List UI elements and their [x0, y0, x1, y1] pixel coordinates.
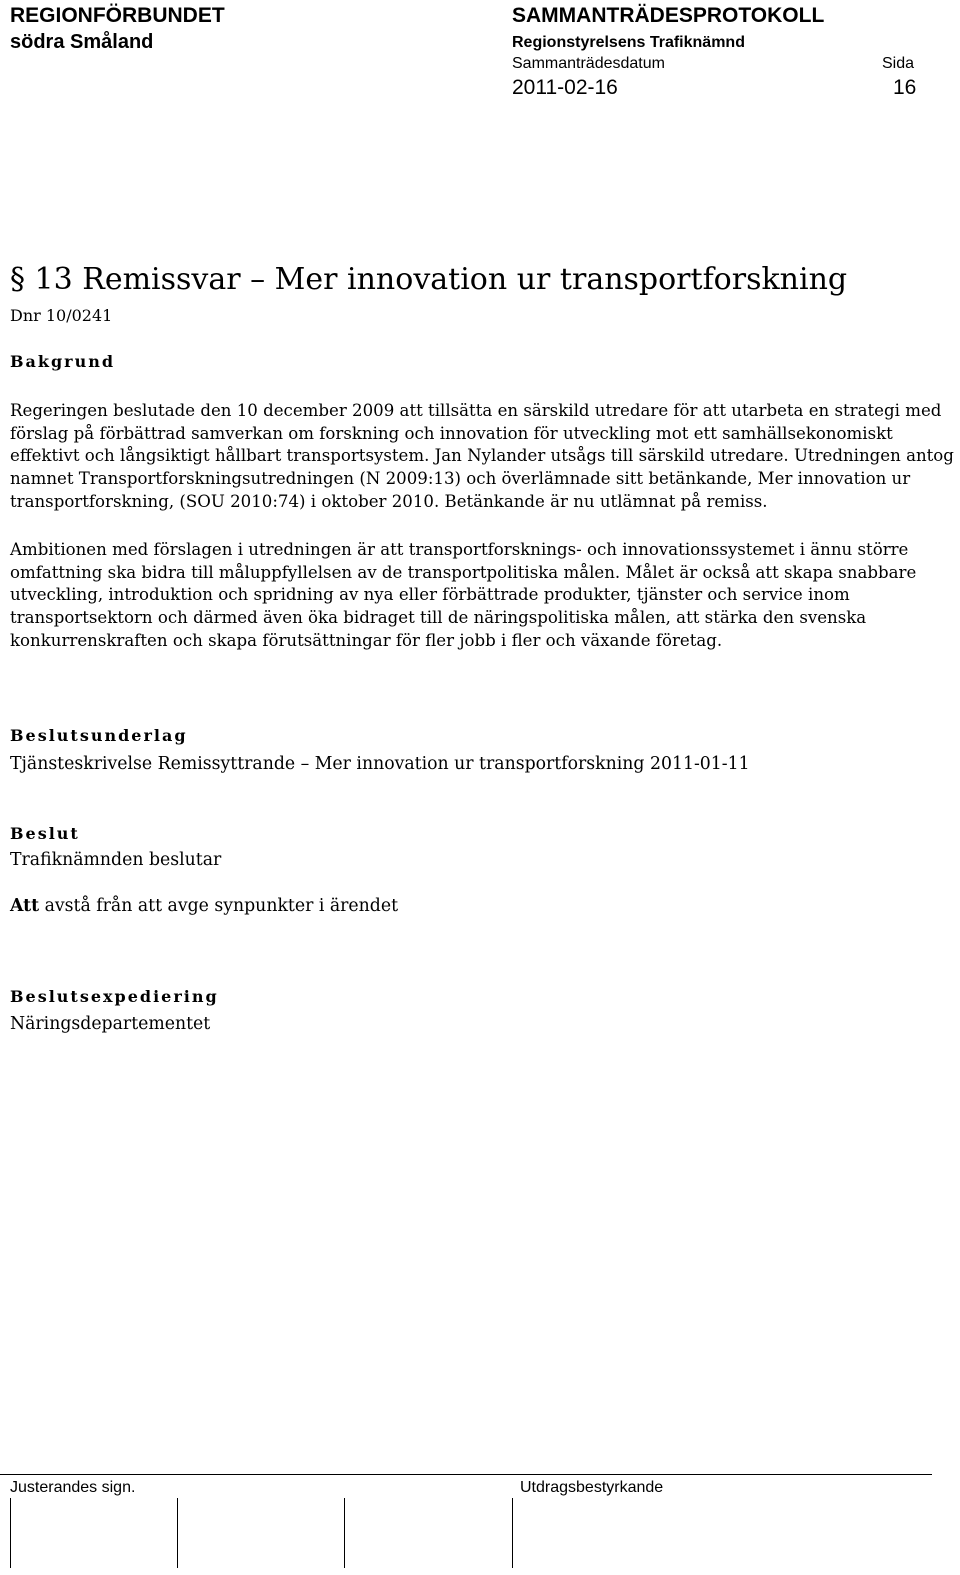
section-heading: § 13 Remissvar – Mer innovation ur transportforskning — [10, 262, 848, 297]
beslutsexpediering-text: Näringsdepartementet — [10, 1014, 211, 1034]
signature-box-divider — [10, 1498, 11, 1568]
beslut-line: Trafiknämnden beslutar — [10, 850, 222, 870]
sign-label: Justerandes sign. — [10, 1479, 136, 1496]
committee-name: Regionstyrelsens Trafiknämnd — [512, 34, 745, 51]
page-label: Sida — [882, 55, 915, 72]
beslutsexpediering-heading: Beslutsexpediering — [10, 987, 219, 1006]
footer-divider — [0, 1474, 932, 1475]
date-label: Sammanträdesdatum — [512, 55, 665, 72]
diary-number: Dnr 10/0241 — [10, 306, 113, 325]
beslut-heading: Beslut — [10, 824, 80, 843]
bakgrund-paragraph-1: Regeringen beslutade den 10 december 2009 att tillsätta en särskild utredare för att utarbeta en strategi med förslag på förbättrad samverkan om forskning och innovation för utveckling mot ett samhällsekonomiskt effektivt och långsiktigt hållbart transportsystem. Jan Nylander utsågs till särskild utredare. Utredningen antog namnet Transportforskningsutredningen (N 2009:13) och överlämnade sitt betänkande, Mer innovation ur transportforskning, (SOU 2010:74) i oktober 2010. Betänkande är nu utlämnat på remiss. — [10, 401, 954, 511]
beslutsunderlag-heading: Beslutsunderlag — [10, 726, 188, 745]
signature-box-divider — [512, 1498, 513, 1568]
document-type: SAMMANTRÄDESPROTOKOLL — [512, 4, 825, 27]
page-number: 16 — [893, 76, 917, 99]
bakgrund-heading: Bakgrund — [10, 352, 116, 371]
beslut-att-line — [10, 896, 398, 916]
att-text: avstå från att avge synpunkter i ärendet — [39, 896, 399, 916]
bakgrund-paragraph-2: Ambitionen med förslagen i utredningen är att transportforsknings- och innovationssystemet i ännu större omfattning ska bidra till måluppfyllelsen av de transportpolitiska målen. Målet är också att skapa snabbare utveckling, introduktion och spridning av nya eller förbättrade produkter, tjänster och service inom transportsektorn och därmed även öka bidraget till de näringspolitiska målen, att stärka den svenska konkurrenskraften och skapa förutsättningar för fler jobb i fler och växande företag. — [10, 540, 917, 650]
organization-name: REGIONFÖRBUNDET — [10, 4, 225, 27]
beslutsunderlag-text: Tjänsteskrivelse Remissyttrande – Mer innovation ur transportforskning 2011-01-11 — [10, 754, 750, 774]
organization-region: södra Småland — [10, 31, 154, 53]
signature-box-divider — [177, 1498, 178, 1568]
meeting-date: 2011-02-16 — [512, 76, 618, 99]
att-label: Att — [10, 896, 40, 916]
signature-box-divider — [344, 1498, 345, 1568]
extract-label: Utdragsbestyrkande — [520, 1479, 664, 1496]
